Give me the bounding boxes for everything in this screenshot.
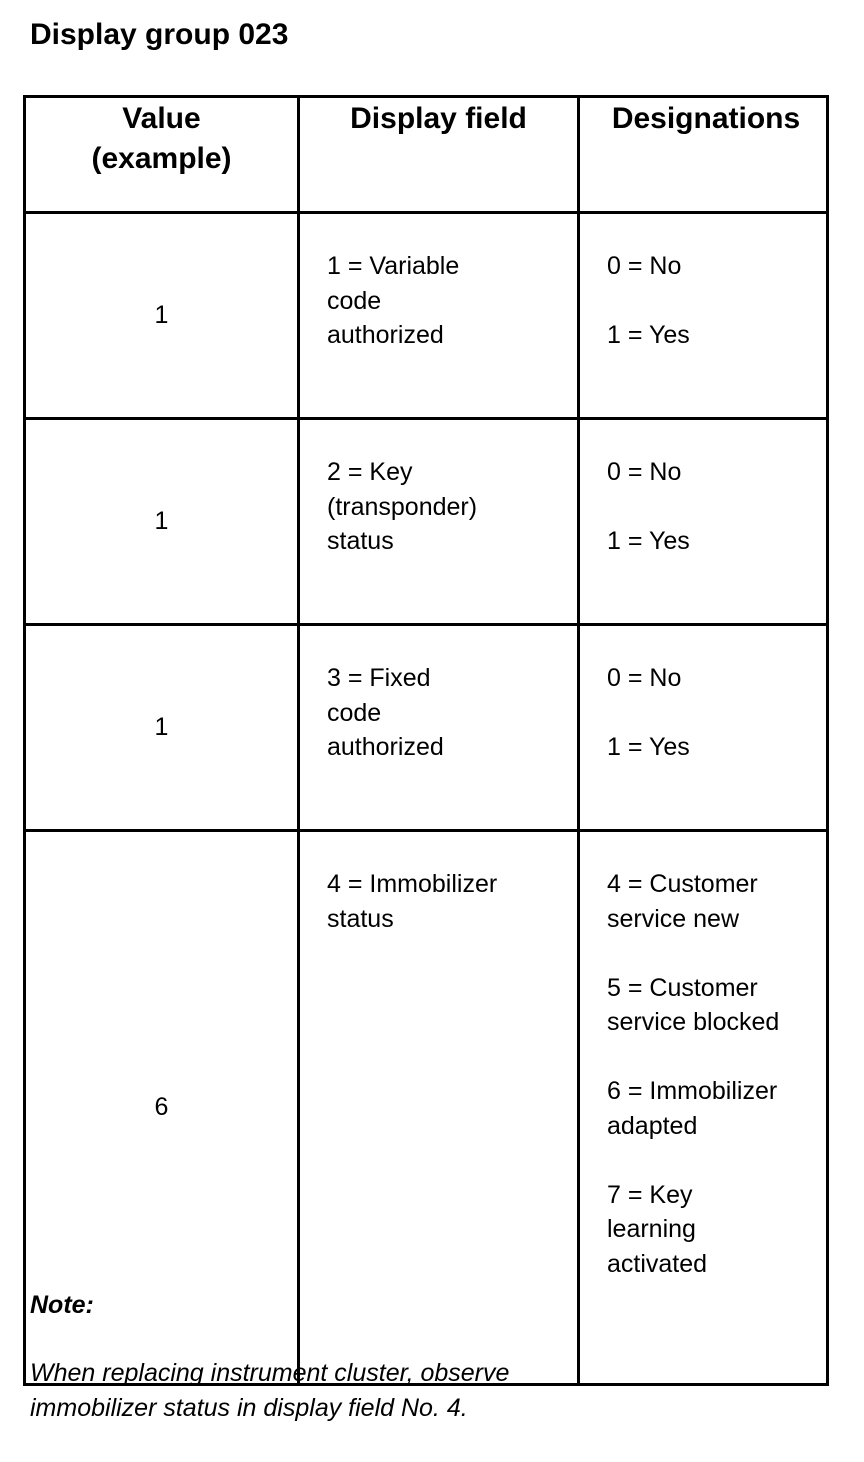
- header-display-field: [299, 97, 579, 213]
- value-cell: 1: [25, 213, 299, 419]
- designation-item: 6 = Immobilizer adapted: [607, 1077, 778, 1140]
- display-field-cell: [299, 831, 579, 1385]
- table-row: [25, 625, 828, 831]
- designations-cell: [579, 213, 828, 419]
- designation-item: 0 = No: [607, 458, 682, 486]
- designation-item: 0 = No: [607, 252, 682, 280]
- designation-item: 1 = Yes: [607, 527, 690, 555]
- designation-item: 1 = Yes: [607, 321, 690, 349]
- designations-cell: [579, 625, 828, 831]
- header-value: [25, 97, 299, 213]
- designations-cell: [579, 419, 828, 625]
- display-field-text: 2 = Key (transponder) status: [327, 458, 478, 555]
- display-group-table: [23, 95, 829, 1386]
- designation-item: 0 = No: [607, 664, 682, 692]
- header-designations-label: Designations: [611, 102, 801, 135]
- display-field-text: 1 = Variable code authorized: [327, 252, 460, 349]
- table-row: [25, 213, 828, 419]
- table-header-row: [25, 97, 828, 213]
- designation-item: 5 = Customer service blocked: [607, 973, 780, 1036]
- display-field-cell: [299, 213, 579, 419]
- designations-cell: [579, 831, 828, 1385]
- designation-item: 1 = Yes: [607, 733, 690, 761]
- table-row: [25, 419, 828, 625]
- display-field-text: 4 = Immobilizer status: [327, 870, 498, 933]
- note-label: Note:: [30, 1291, 94, 1319]
- header-display-field-label: Display field: [350, 102, 527, 135]
- display-field-text: 3 = Fixed code authorized: [327, 664, 444, 761]
- designation-item: 7 = Key learning activated: [607, 1180, 708, 1278]
- header-value-label: Value (example): [91, 102, 232, 175]
- display-field-cell: [299, 419, 579, 625]
- value-cell: 1: [25, 419, 299, 625]
- note-text: When replacing instrument cluster, observe immobilizer status in display field No. 4.: [30, 1359, 510, 1422]
- display-field-cell: [299, 625, 579, 831]
- table-row: [25, 831, 828, 1385]
- value-cell: 6: [25, 831, 299, 1385]
- page-title: Display group 023: [30, 18, 289, 51]
- designation-item: 4 = Customer service new: [607, 870, 758, 933]
- value-cell: 1: [25, 625, 299, 831]
- header-designations: [579, 97, 828, 213]
